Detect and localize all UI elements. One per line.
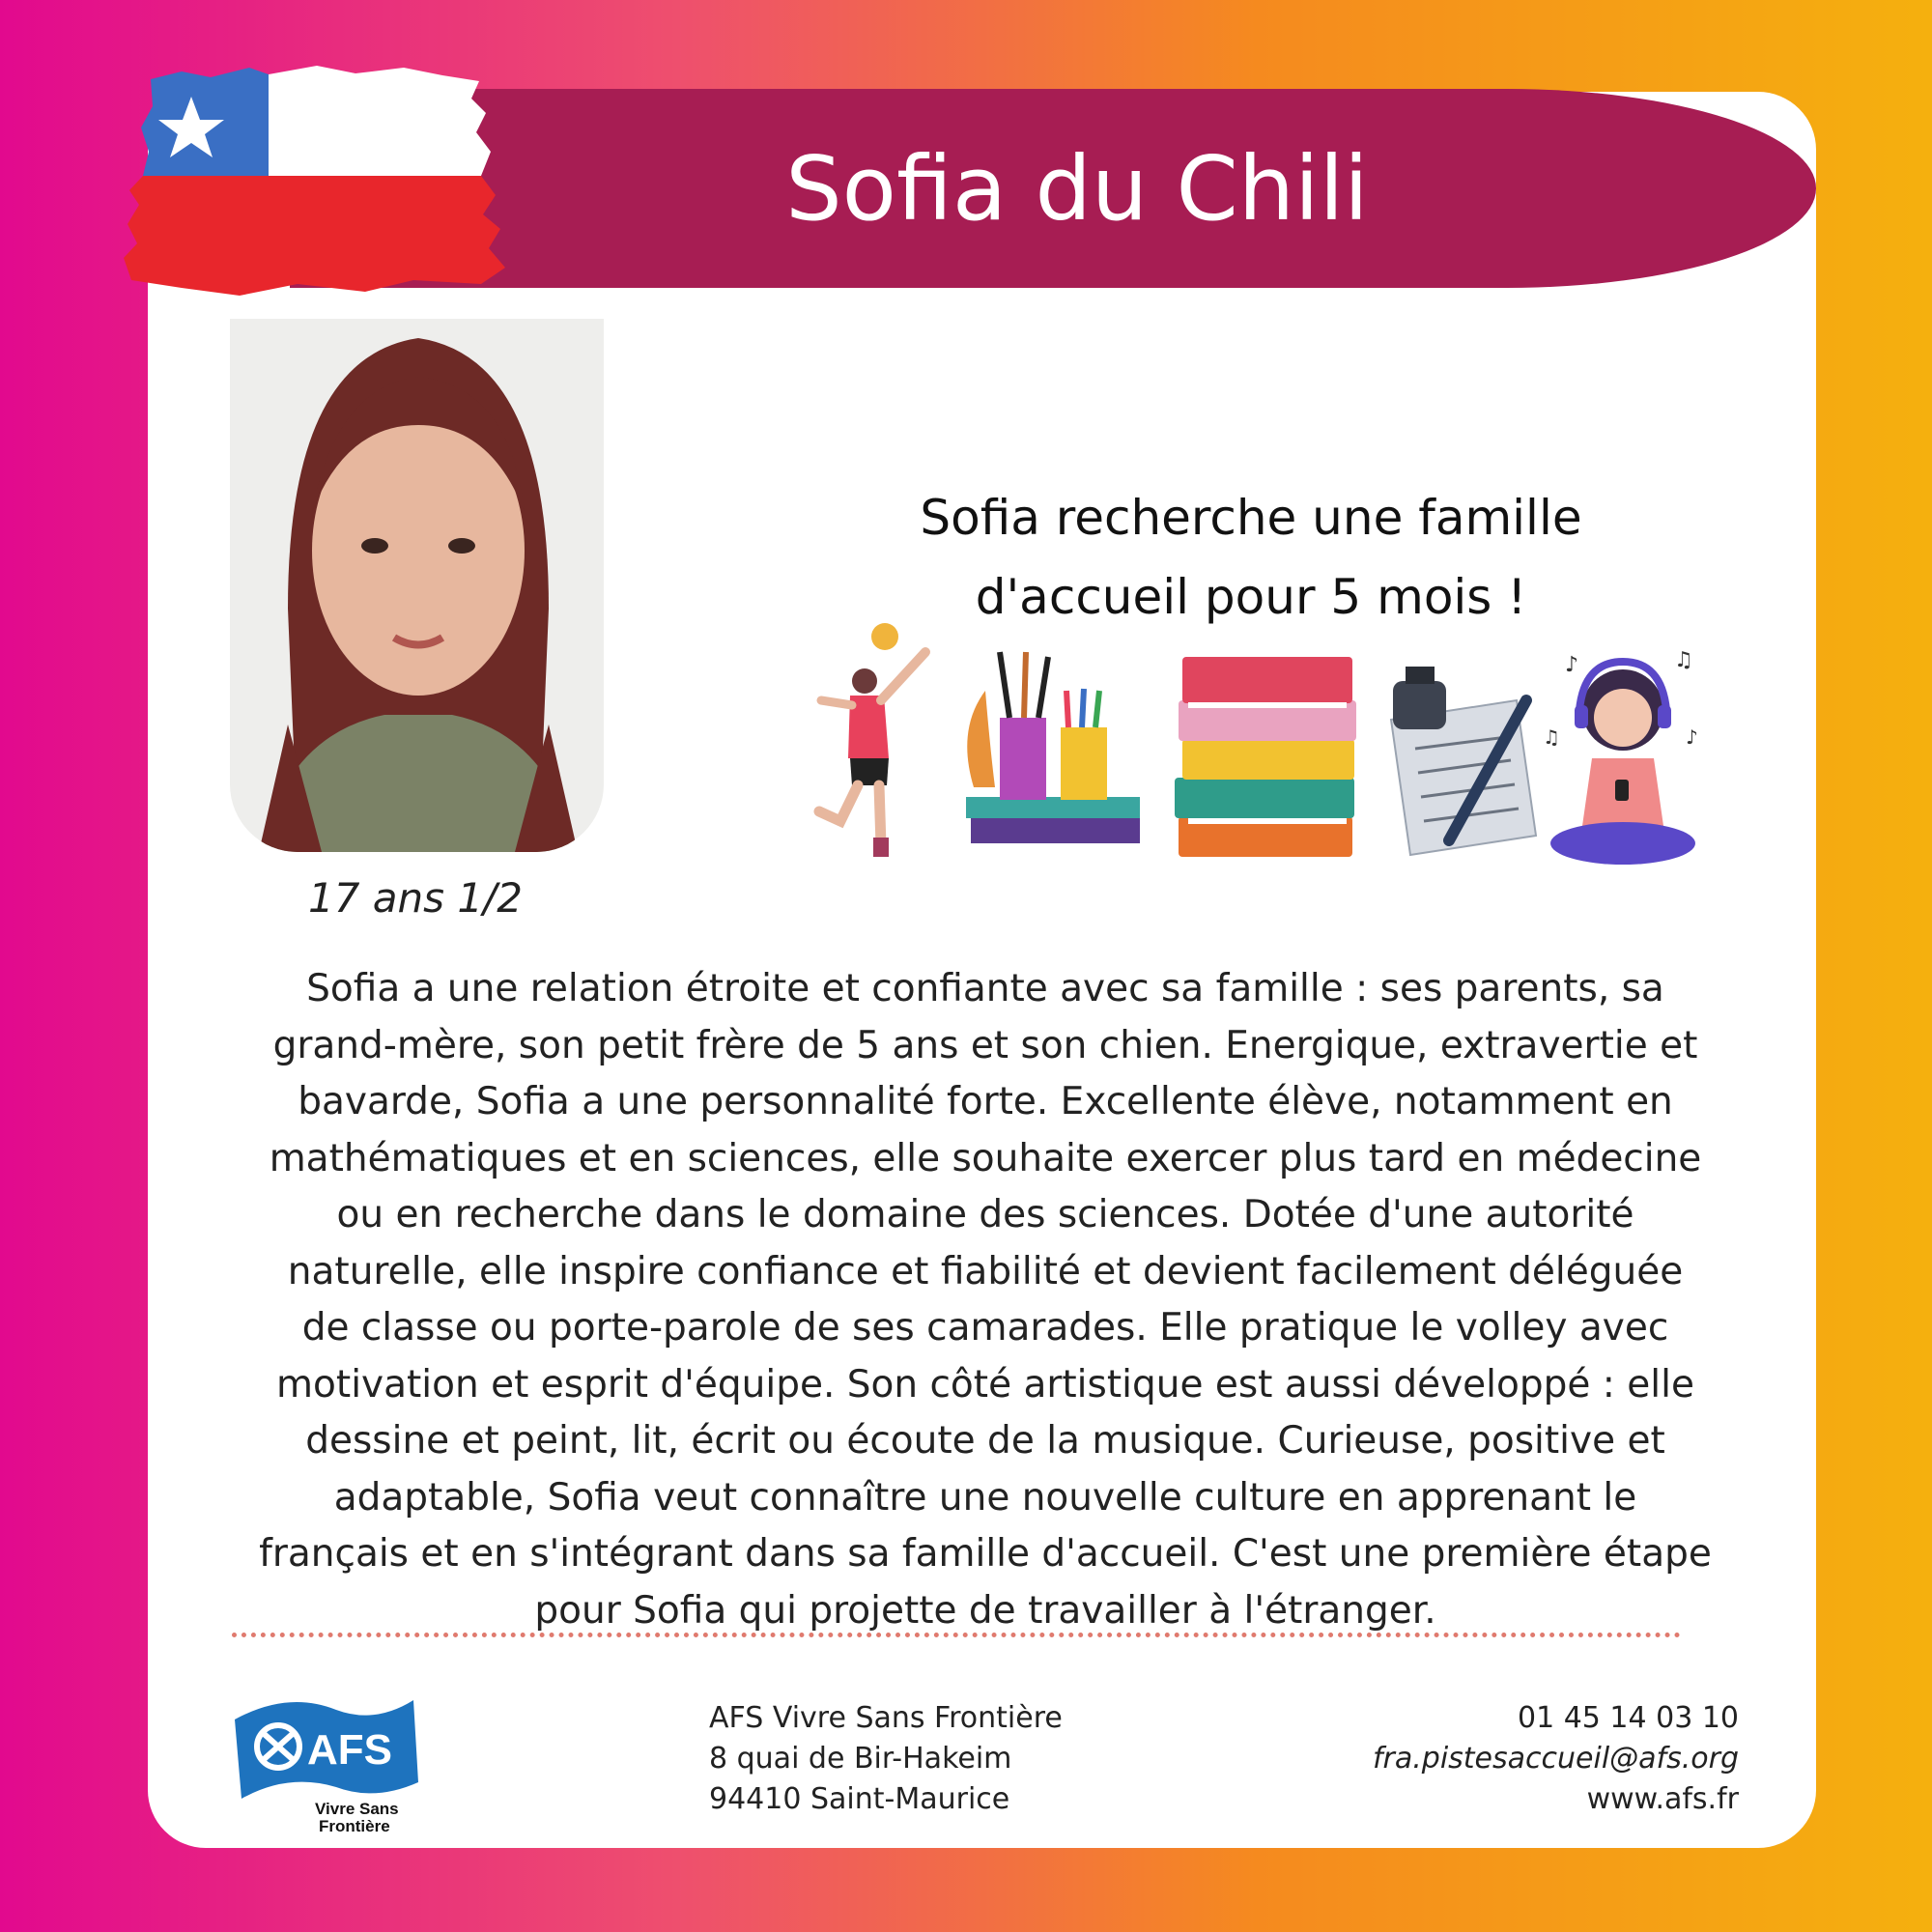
svg-text:♪: ♪ — [1686, 725, 1698, 749]
website-link[interactable]: www.afs.fr — [1586, 1782, 1739, 1816]
description-line: motivation et esprit d'équipe. Son côté artistique est aussi développé : elle — [276, 1362, 1694, 1406]
address-block — [709, 1698, 1063, 1820]
chile-flag-icon — [124, 60, 515, 301]
phone: 01 45 14 03 10 — [1517, 1701, 1739, 1735]
description-line: mathématiques et en sciences, elle souhaite exercer plus tard en médecine — [269, 1136, 1702, 1180]
description-line: bavarde, Sofia a une personnalité forte. Excellente élève, notamment en — [298, 1080, 1673, 1123]
svg-text:♪: ♪ — [1565, 653, 1579, 677]
description-line: grand-mère, son petit frère de 5 ans et son chien. Energique, extravertie et — [272, 1023, 1698, 1067]
description-line: naturelle, elle inspire confiance et fiabilité et devient facilement déléguée — [287, 1249, 1684, 1293]
page-title: Sofia du Chili — [785, 136, 1369, 241]
logo-sub2: Frontière — [319, 1817, 390, 1835]
description-line: Sofia a une relation étroite et confiante avec sa famille : ses parents, sa — [306, 967, 1664, 1010]
art-supplies-icon — [966, 652, 1140, 843]
svg-text:♫: ♫ — [1674, 648, 1693, 672]
description-line: adaptable, Sofia veut connaître une nouvelle culture en apprenant le — [333, 1475, 1637, 1520]
org-name: AFS Vivre Sans Frontière — [709, 1701, 1063, 1735]
description-line: pour Sofia qui projette de travailler à l'étranger. — [534, 1588, 1436, 1633]
dotted-divider — [232, 1633, 1681, 1637]
logo-text: AFS — [307, 1726, 392, 1774]
age-label: 17 ans 1/2 — [308, 874, 523, 922]
email-link[interactable]: fra.pistesaccueil@afs.org — [1372, 1742, 1739, 1776]
portrait-photo — [230, 319, 604, 852]
headline-line-2: d'accueil pour 5 mois ! — [975, 569, 1527, 625]
description-line: ou en recherche dans le domaine des sciences. Dotée d'une autorité — [336, 1193, 1634, 1236]
contact-block — [1373, 1698, 1739, 1820]
description-line: dessine et peint, lit, écrit ou écoute de la musique. Curieuse, positive et — [305, 1419, 1665, 1463]
headline-line-1: Sofia recherche une famille — [920, 490, 1582, 546]
ink-pen-letter-icon — [1391, 667, 1536, 855]
description-line: français et en s'intégrant dans sa famille d'accueil. C'est une première étape — [259, 1532, 1712, 1576]
afs-logo — [230, 1690, 423, 1835]
svg-text:♫: ♫ — [1543, 725, 1560, 749]
volleyball-player-icon — [819, 623, 925, 857]
description — [184, 961, 1787, 1639]
street: 8 quai de Bir-Hakeim — [709, 1742, 1012, 1776]
hobby-icons — [811, 613, 1700, 884]
logo-sub1: Vivre Sans — [315, 1800, 399, 1818]
city: 94410 Saint-Maurice — [709, 1782, 1010, 1816]
books-stack-icon — [1175, 657, 1356, 857]
girl-music-headphones-icon — [1543, 648, 1698, 865]
description-line: de classe ou porte-parole de ses camarades. Elle pratique le volley avec — [301, 1306, 1669, 1350]
